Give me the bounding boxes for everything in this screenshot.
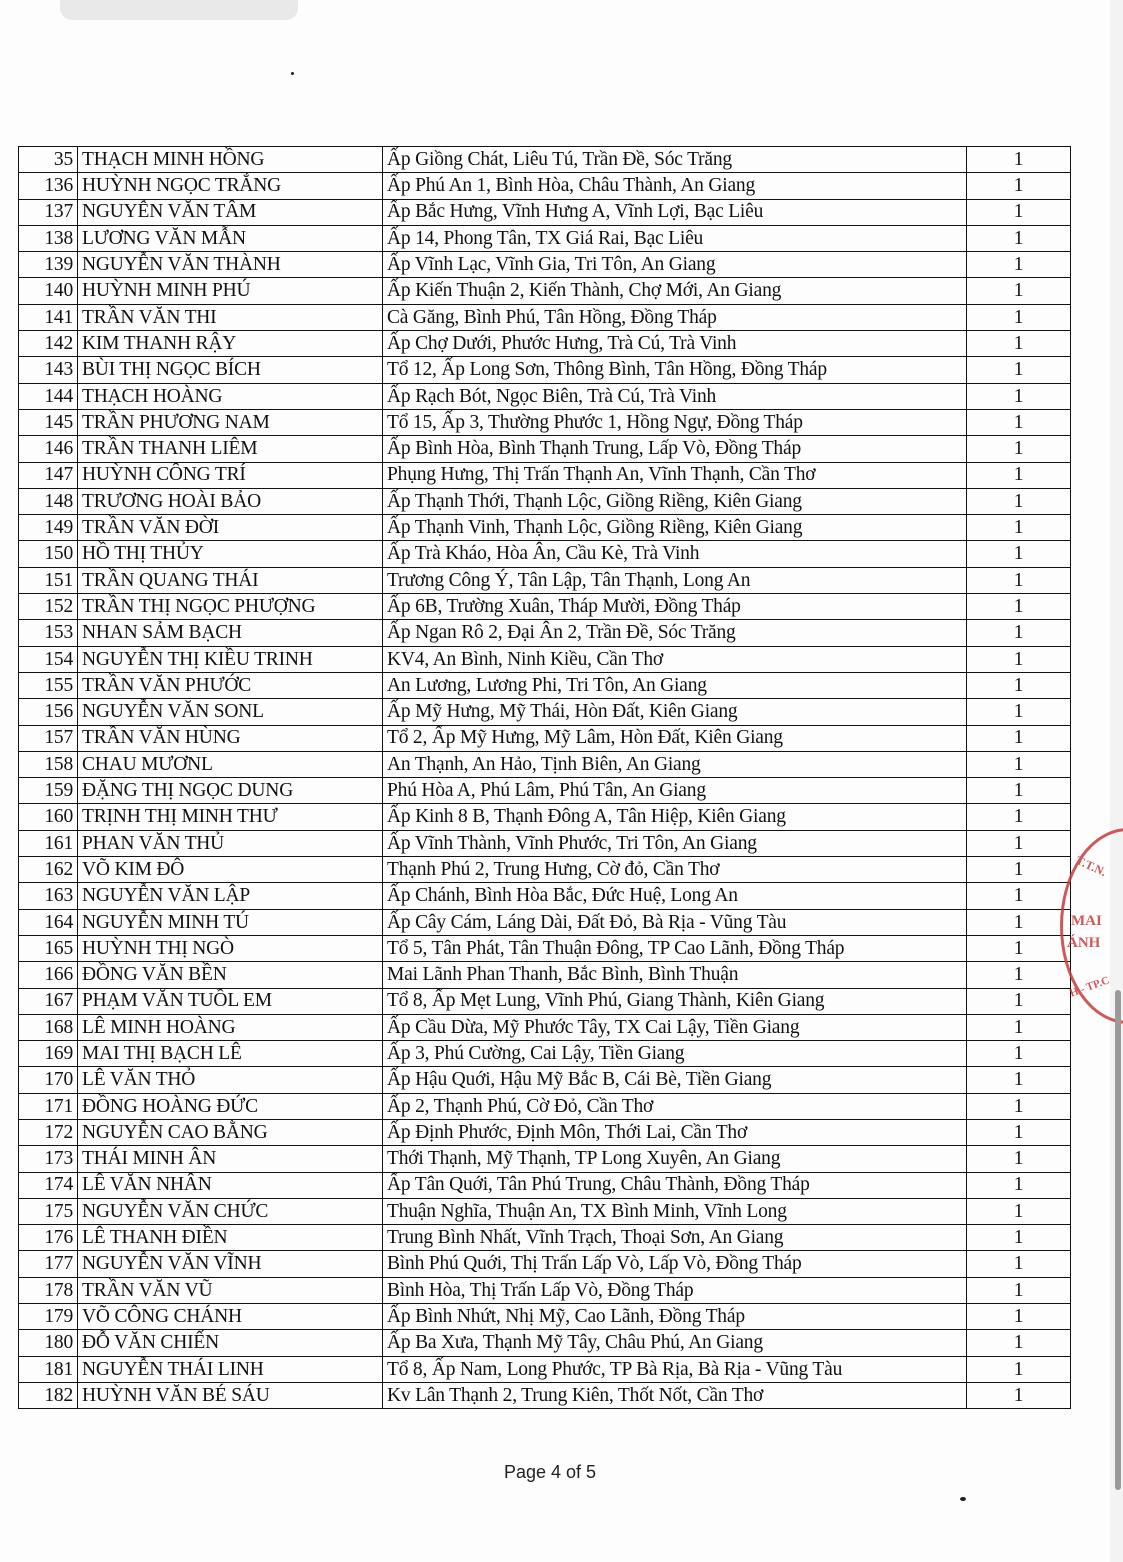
recipient-name: TRẦN VĂN HÙNG: [78, 725, 383, 751]
recipient-name: NGUYỄN VĂN CHỨC: [78, 1198, 383, 1224]
table-row: [19, 383, 1071, 409]
recipient-name: NGUYỄN VĂN TÂM: [78, 199, 383, 225]
recipient-address: Ấp Bắc Hưng, Vĩnh Hưng A, Vĩnh Lợi, Bạc Liêu: [383, 199, 967, 225]
recipient-address: Ấp Hậu Quới, Hậu Mỹ Bắc B, Cái Bè, Tiền Giang: [383, 1067, 967, 1093]
recipient-address: An Lương, Lương Phi, Tri Tôn, An Giang: [383, 672, 967, 698]
table-row: [19, 751, 1071, 777]
recipient-name: ĐỒNG VĂN BỀN: [78, 962, 383, 988]
table-row: [19, 1093, 1071, 1119]
recipient-address: Kv Lân Thạnh 2, Trung Kiên, Thốt Nốt, Cần Thơ: [383, 1382, 967, 1408]
recipient-address: Bình Hòa, Thị Trấn Lấp Vò, Đồng Tháp: [383, 1277, 967, 1303]
recipient-name: NGUYỄN THÁI LINH: [78, 1356, 383, 1382]
recipient-address: Ấp Kinh 8 B, Thạnh Đông A, Tân Hiệp, Kiên Giang: [383, 804, 967, 830]
table-row: [19, 699, 1071, 725]
table-row: [19, 252, 1071, 278]
recipient-name: NGUYỄN VĂN VĨNH: [78, 1251, 383, 1277]
table-row: [19, 1067, 1071, 1093]
recipient-name: NGUYỄN THỊ KIỀU TRINH: [78, 646, 383, 672]
row-number: 168: [19, 1014, 78, 1040]
table-row: [19, 935, 1071, 961]
recipient-name: NGUYỄN MINH TÚ: [78, 909, 383, 935]
recipient-name: LƯƠNG VĂN MẪN: [78, 225, 383, 251]
recipient-address: Ấp Cầu Dừa, Mỹ Phước Tây, TX Cai Lậy, Tiền Giang: [383, 1014, 967, 1040]
recipient-name: HUỲNH CÔNG TRÍ: [78, 462, 383, 488]
recipient-address: Ấp Rạch Bót, Ngọc Biên, Trà Cú, Trà Vinh: [383, 383, 967, 409]
quantity: 1: [967, 383, 1071, 409]
recipient-address: Trung Bình Nhất, Vĩnh Trạch, Thoại Sơn, An Giang: [383, 1225, 967, 1251]
quantity: 1: [967, 778, 1071, 804]
row-number: 181: [19, 1356, 78, 1382]
recipient-name: NGUYỄN CAO BẰNG: [78, 1119, 383, 1145]
recipient-name: ĐỖ VĂN CHIẾN: [78, 1330, 383, 1356]
recipient-address: Ấp Thạnh Vinh, Thạnh Lộc, Giồng Riềng, Kiên Giang: [383, 515, 967, 541]
table-row: [19, 988, 1071, 1014]
recipient-address: Phú Hòa A, Phú Lâm, Phú Tân, An Giang: [383, 778, 967, 804]
recipient-name: PHẠM VĂN TUỒL EM: [78, 988, 383, 1014]
recipient-name: TRẦN QUANG THÁI: [78, 567, 383, 593]
quantity: 1: [967, 857, 1071, 883]
recipient-address: Ấp Kiến Thuận 2, Kiến Thành, Chợ Mới, An Giang: [383, 278, 967, 304]
quantity: 1: [967, 1277, 1071, 1303]
recipient-name: TRỊNH THỊ MINH THƯ: [78, 804, 383, 830]
recipient-name: KIM THANH RẬY: [78, 331, 383, 357]
recipient-address: Tổ 8, Ấp Mẹt Lung, Vĩnh Phú, Giang Thành, Kiên Giang: [383, 988, 967, 1014]
row-number: 177: [19, 1251, 78, 1277]
row-number: 180: [19, 1330, 78, 1356]
table-row: [19, 1251, 1071, 1277]
recipient-table: [18, 146, 1071, 1409]
table-row: [19, 594, 1071, 620]
recipient-address: Tổ 5, Tân Phát, Tân Thuận Đông, TP Cao Lãnh, Đồng Tháp: [383, 935, 967, 961]
recipient-address: Ấp Ba Xưa, Thạnh Mỹ Tây, Châu Phú, An Giang: [383, 1330, 967, 1356]
quantity: 1: [967, 672, 1071, 698]
recipient-name: HUỲNH MINH PHÚ: [78, 278, 383, 304]
seal-text: ÁNH: [1067, 935, 1101, 951]
table-row: [19, 173, 1071, 199]
recipient-name: TRẦN THANH LIÊM: [78, 436, 383, 462]
table-row: [19, 1330, 1071, 1356]
page-number-footer: Page 4 of 5: [503, 1462, 597, 1482]
recipient-name: VÕ KIM ĐÔ: [78, 857, 383, 883]
recipient-name: TRẦN VĂN THI: [78, 304, 383, 330]
recipient-name: HỒ THỊ THỦY: [78, 541, 383, 567]
quantity: 1: [967, 409, 1071, 435]
recipient-address: Ấp 14, Phong Tân, TX Giá Rai, Bạc Liêu: [383, 225, 967, 251]
recipient-address: Ấp 6B, Trường Xuân, Tháp Mười, Đồng Tháp: [383, 594, 967, 620]
quantity: 1: [967, 357, 1071, 383]
quantity: 1: [967, 304, 1071, 330]
recipient-name: TRẦN THỊ NGỌC PHƯỢNG: [78, 594, 383, 620]
row-number: 157: [19, 725, 78, 751]
recipient-name: LÊ MINH HOÀNG: [78, 1014, 383, 1040]
recipient-name: ĐỒNG HOÀNG ĐỨC: [78, 1093, 383, 1119]
table-row: [19, 357, 1071, 383]
table-row: [19, 962, 1071, 988]
row-number: 147: [19, 462, 78, 488]
quantity: 1: [967, 1198, 1071, 1224]
row-number: 182: [19, 1382, 78, 1408]
row-number: 136: [19, 173, 78, 199]
quantity: 1: [967, 173, 1071, 199]
speck: [291, 72, 294, 75]
row-number: 143: [19, 357, 78, 383]
table-row: [19, 830, 1071, 856]
recipient-address: Ấp Trà Kháo, Hòa Ân, Cầu Kè, Trà Vinh: [383, 541, 967, 567]
row-number: 144: [19, 383, 78, 409]
recipient-address: Mai Lãnh Phan Thanh, Bắc Bình, Bình Thuận: [383, 962, 967, 988]
recipient-address: Ấp Tân Quới, Tân Phú Trung, Châu Thành, Đồng Tháp: [383, 1172, 967, 1198]
row-number: 155: [19, 672, 78, 698]
table-row: [19, 909, 1071, 935]
table-row: [19, 304, 1071, 330]
row-number: 179: [19, 1304, 78, 1330]
table-row: [19, 1382, 1071, 1408]
table-row: [19, 646, 1071, 672]
quantity: 1: [967, 962, 1071, 988]
quantity: 1: [967, 515, 1071, 541]
row-number: 139: [19, 252, 78, 278]
recipient-address: Ấp Bình Hòa, Bình Thạnh Trung, Lấp Vò, Đồng Tháp: [383, 436, 967, 462]
row-number: 154: [19, 646, 78, 672]
recipient-name: LÊ VĂN THỎ: [78, 1067, 383, 1093]
recipient-address: Tổ 12, Ấp Long Sơn, Thông Bình, Tân Hồng, Đồng Tháp: [383, 357, 967, 383]
table-row: [19, 1277, 1071, 1303]
seal-text: T.T.N.: [1073, 852, 1109, 880]
quantity: 1: [967, 252, 1071, 278]
row-number: 178: [19, 1277, 78, 1303]
row-number: 149: [19, 515, 78, 541]
recipient-address: Ấp Chánh, Bình Hòa Bắc, Đức Huệ, Long An: [383, 883, 967, 909]
quantity: 1: [967, 1146, 1071, 1172]
row-number: 146: [19, 436, 78, 462]
recipient-address: Ấp 3, Phú Cường, Cai Lậy, Tiền Giang: [383, 1041, 967, 1067]
recipient-address: Ấp Ngan Rô 2, Đại Ân 2, Trần Đề, Sóc Trăng: [383, 620, 967, 646]
quantity: 1: [967, 883, 1071, 909]
recipient-address: Tổ 15, Ấp 3, Thường Phước 1, Hồng Ngự, Đồng Tháp: [383, 409, 967, 435]
quantity: 1: [967, 1251, 1071, 1277]
table-row: [19, 567, 1071, 593]
table-row: [19, 857, 1071, 883]
quantity: 1: [967, 1330, 1071, 1356]
row-number: 158: [19, 751, 78, 777]
recipient-address: Bình Phú Quới, Thị Trấn Lấp Vò, Lấp Vò, Đồng Tháp: [383, 1251, 967, 1277]
recipient-name: TRƯƠNG HOÀI BẢO: [78, 488, 383, 514]
recipient-address: Thuận Nghĩa, Thuận An, TX Bình Minh, Vĩnh Long: [383, 1198, 967, 1224]
quantity: 1: [967, 147, 1071, 173]
row-number: 138: [19, 225, 78, 251]
quantity: 1: [967, 1225, 1071, 1251]
row-number: 167: [19, 988, 78, 1014]
recipient-address: Ấp Bình Nhứt, Nhị Mỹ, Cao Lãnh, Đồng Tháp: [383, 1304, 967, 1330]
quantity: 1: [967, 1041, 1071, 1067]
recipient-address: Ấp Mỹ Hưng, Mỹ Thái, Hòn Đất, Kiên Giang: [383, 699, 967, 725]
table-row: [19, 672, 1071, 698]
recipient-address: Ấp Thạnh Thới, Thạnh Lộc, Giồng Riềng, Kiên Giang: [383, 488, 967, 514]
recipient-name: THẠCH MINH HỒNG: [78, 147, 383, 173]
table-row: [19, 778, 1071, 804]
table-row: [19, 883, 1071, 909]
recipient-table-body: [19, 147, 1071, 1409]
recipient-name: TRẦN VĂN VŨ: [78, 1277, 383, 1303]
table-row: [19, 1172, 1071, 1198]
seal-text: MAI: [1071, 913, 1102, 929]
quantity: 1: [967, 225, 1071, 251]
seal-text: H - TP.C: [1068, 974, 1112, 1000]
recipient-name: TRẦN PHƯƠNG NAM: [78, 409, 383, 435]
table-row: [19, 409, 1071, 435]
row-number: 161: [19, 830, 78, 856]
recipient-address: Ấp Giồng Chát, Liêu Tú, Trần Đề, Sóc Trăng: [383, 147, 967, 173]
table-row: [19, 462, 1071, 488]
table-row: [19, 515, 1071, 541]
recipient-name: THÁI MINH ÂN: [78, 1146, 383, 1172]
recipient-name: MAI THỊ BẠCH LÊ: [78, 1041, 383, 1067]
recipient-address: KV4, An Bình, Ninh Kiều, Cần Thơ: [383, 646, 967, 672]
row-number: 153: [19, 620, 78, 646]
recipient-name: CHAU MƯƠNL: [78, 751, 383, 777]
row-number: 163: [19, 883, 78, 909]
table-row: [19, 804, 1071, 830]
quantity: 1: [967, 909, 1071, 935]
recipient-name: ĐẶNG THỊ NGỌC DUNG: [78, 778, 383, 804]
scrollbar[interactable]: [1115, 990, 1121, 1490]
quantity: 1: [967, 804, 1071, 830]
row-number: 173: [19, 1146, 78, 1172]
table-row: [19, 1119, 1071, 1145]
quantity: 1: [967, 1356, 1071, 1382]
row-number: 152: [19, 594, 78, 620]
quantity: 1: [967, 541, 1071, 567]
row-number: 166: [19, 962, 78, 988]
recipient-address: Ấp Vĩnh Thành, Vĩnh Phước, Tri Tôn, An Giang: [383, 830, 967, 856]
table-row: [19, 147, 1071, 173]
recipient-name: VÕ CÔNG CHÁNH: [78, 1304, 383, 1330]
table-row: [19, 1041, 1071, 1067]
viewer-top-bar: [60, 0, 298, 20]
recipient-name: PHAN VĂN THỦ: [78, 830, 383, 856]
quantity: 1: [967, 199, 1071, 225]
table-row: [19, 541, 1071, 567]
row-number: 176: [19, 1225, 78, 1251]
recipient-address: Cà Găng, Bình Phú, Tân Hồng, Đồng Tháp: [383, 304, 967, 330]
quantity: 1: [967, 1067, 1071, 1093]
quantity: 1: [967, 935, 1071, 961]
row-number: 170: [19, 1067, 78, 1093]
row-number: 148: [19, 488, 78, 514]
row-number: 164: [19, 909, 78, 935]
table-row: [19, 620, 1071, 646]
quantity: 1: [967, 278, 1071, 304]
recipient-address: Ấp Chợ Dưới, Phước Hưng, Trà Cú, Trà Vinh: [383, 331, 967, 357]
recipient-name: HUỲNH VĂN BÉ SÁU: [78, 1382, 383, 1408]
speck: [960, 1497, 966, 1501]
quantity: 1: [967, 699, 1071, 725]
recipient-name: HUỲNH NGỌC TRẮNG: [78, 173, 383, 199]
quantity: 1: [967, 1093, 1071, 1119]
table-row: [19, 488, 1071, 514]
recipient-address: Ấp Cây Cám, Láng Dài, Đất Đỏ, Bà Rịa - Vũng Tàu: [383, 909, 967, 935]
table-row: [19, 225, 1071, 251]
row-number: 151: [19, 567, 78, 593]
quantity: 1: [967, 830, 1071, 856]
quantity: 1: [967, 1382, 1071, 1408]
table-row: [19, 725, 1071, 751]
table-row: [19, 331, 1071, 357]
row-number: 165: [19, 935, 78, 961]
row-number: 141: [19, 304, 78, 330]
recipient-address: Thạnh Phú 2, Trung Hưng, Cờ đỏ, Cần Thơ: [383, 857, 967, 883]
row-number: 137: [19, 199, 78, 225]
recipient-address: Ấp Định Phước, Định Môn, Thới Lai, Cần Thơ: [383, 1119, 967, 1145]
quantity: 1: [967, 594, 1071, 620]
quantity: 1: [967, 646, 1071, 672]
recipient-name: TRẦN VĂN ĐỜI: [78, 515, 383, 541]
table-row: [19, 1304, 1071, 1330]
quantity: 1: [967, 1304, 1071, 1330]
table-row: [19, 1198, 1071, 1224]
row-number: 35: [19, 147, 78, 173]
recipient-name: LÊ THANH ĐIỀN: [78, 1225, 383, 1251]
row-number: 172: [19, 1119, 78, 1145]
quantity: 1: [967, 1119, 1071, 1145]
recipient-name: BÙI THỊ NGỌC BÍCH: [78, 357, 383, 383]
row-number: 160: [19, 804, 78, 830]
quantity: 1: [967, 1172, 1071, 1198]
quantity: 1: [967, 462, 1071, 488]
table-row: [19, 1146, 1071, 1172]
row-number: 140: [19, 278, 78, 304]
recipient-name: LÊ VĂN NHÂN: [78, 1172, 383, 1198]
recipient-address: Ấp Vĩnh Lạc, Vĩnh Gia, Tri Tôn, An Giang: [383, 252, 967, 278]
quantity: 1: [967, 331, 1071, 357]
table-row: [19, 1014, 1071, 1040]
recipient-name: HUỲNH THỊ NGÒ: [78, 935, 383, 961]
recipient-name: THẠCH HOÀNG: [78, 383, 383, 409]
recipient-name: TRẦN VĂN PHƯỚC: [78, 672, 383, 698]
recipient-address: Ấp Phú An 1, Bình Hòa, Châu Thành, An Giang: [383, 173, 967, 199]
recipient-address: Tổ 2, Ấp Mỹ Hưng, Mỹ Lâm, Hòn Đất, Kiên Giang: [383, 725, 967, 751]
row-number: 169: [19, 1041, 78, 1067]
row-number: 175: [19, 1198, 78, 1224]
recipient-address: Thới Thạnh, Mỹ Thạnh, TP Long Xuyên, An Giang: [383, 1146, 967, 1172]
quantity: 1: [967, 488, 1071, 514]
row-number: 171: [19, 1093, 78, 1119]
recipient-address: Trương Công Ý, Tân Lập, Tân Thạnh, Long An: [383, 567, 967, 593]
quantity: 1: [967, 620, 1071, 646]
quantity: 1: [967, 988, 1071, 1014]
row-number: 159: [19, 778, 78, 804]
recipient-name: NHAN SẢM BẠCH: [78, 620, 383, 646]
quantity: 1: [967, 1014, 1071, 1040]
row-number: 150: [19, 541, 78, 567]
row-number: 156: [19, 699, 78, 725]
table-row: [19, 199, 1071, 225]
table-row: [19, 278, 1071, 304]
recipient-address: An Thạnh, An Hảo, Tịnh Biên, An Giang: [383, 751, 967, 777]
quantity: 1: [967, 751, 1071, 777]
recipient-address: Ấp 2, Thạnh Phú, Cờ Đỏ, Cần Thơ: [383, 1093, 967, 1119]
row-number: 162: [19, 857, 78, 883]
recipient-address: Tổ 8, Ấp Nam, Long Phước, TP Bà Rịa, Bà Rịa - Vũng Tàu: [383, 1356, 967, 1382]
table-row: [19, 1356, 1071, 1382]
quantity: 1: [967, 436, 1071, 462]
recipient-name: NGUYỄN VĂN SONL: [78, 699, 383, 725]
table-row: [19, 436, 1071, 462]
row-number: 142: [19, 331, 78, 357]
recipient-name: NGUYỄN VĂN THÀNH: [78, 252, 383, 278]
row-number: 174: [19, 1172, 78, 1198]
recipient-name: NGUYỄN VĂN LẬP: [78, 883, 383, 909]
table-row: [19, 1225, 1071, 1251]
recipient-address: Phụng Hưng, Thị Trấn Thạnh An, Vĩnh Thạnh, Cần Thơ: [383, 462, 967, 488]
quantity: 1: [967, 725, 1071, 751]
row-number: 145: [19, 409, 78, 435]
quantity: 1: [967, 567, 1071, 593]
